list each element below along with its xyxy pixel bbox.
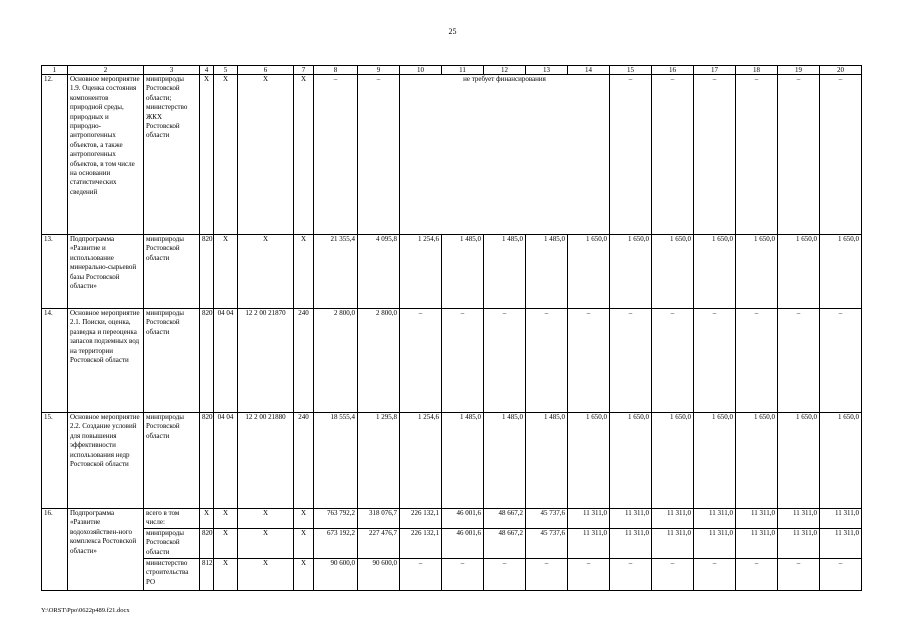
- row-number: 16.: [42, 509, 68, 591]
- table-row: [42, 235, 862, 309]
- table-row: [42, 559, 862, 591]
- year-amount: 11 311,0: [652, 509, 694, 529]
- year-amount: –: [442, 559, 484, 591]
- table-row: [42, 529, 862, 559]
- column-header: 16: [652, 66, 694, 75]
- column-header: 6: [238, 66, 294, 75]
- year-amount: 2 800,0: [358, 309, 400, 413]
- year-amount: 4 095,8: [358, 235, 400, 309]
- year-amount: –: [652, 75, 694, 235]
- year-amount: 11 311,0: [820, 509, 862, 529]
- year-amount: –: [526, 559, 568, 591]
- total-amount: –: [314, 75, 358, 235]
- rz-pr-code: 04 04: [214, 413, 238, 509]
- year-amount: –: [568, 559, 610, 591]
- total-amount: 2 800,0: [314, 309, 358, 413]
- page-number: 25: [448, 27, 457, 36]
- year-amount: 1 650,0: [652, 413, 694, 509]
- executor: всего в том числе:: [144, 509, 200, 529]
- year-amount: 1 485,0: [484, 413, 526, 509]
- year-amount: –: [400, 309, 442, 413]
- total-amount: 21 355,4: [314, 235, 358, 309]
- year-amount: –: [736, 75, 778, 235]
- program-name: Подпрограмма «Развитие водохозяйствен-ного комплекса Ростовской области»: [68, 509, 144, 591]
- column-header: 7: [294, 66, 314, 75]
- executor: минприроды Ростовской области: [144, 529, 200, 559]
- column-header: 12: [484, 66, 526, 75]
- year-amount: 1 650,0: [778, 235, 820, 309]
- grbs-code: X: [200, 509, 214, 529]
- executor: минприроды Ростовской области: [144, 413, 200, 509]
- total-amount: 90 600,0: [314, 559, 358, 591]
- year-amount: –: [820, 559, 862, 591]
- year-amount: 1 650,0: [568, 413, 610, 509]
- grbs-code: 820: [200, 529, 214, 559]
- executor: минприроды Ростовской области; министерство ЖКХ Ростовской области: [144, 75, 200, 235]
- year-amount: –: [778, 559, 820, 591]
- rz-pr-code: X: [214, 529, 238, 559]
- column-header: 10: [400, 66, 442, 75]
- csr-code: 12 2 00 21870: [238, 309, 294, 413]
- grbs-code: 820: [200, 309, 214, 413]
- grbs-code: X: [200, 75, 214, 235]
- year-amount: 318 076,7: [358, 509, 400, 529]
- executor: минприроды Ростовской области: [144, 309, 200, 413]
- year-amount: 1 254,6: [400, 413, 442, 509]
- column-header: 5: [214, 66, 238, 75]
- year-amount: 1 650,0: [610, 235, 652, 309]
- year-amount: –: [610, 75, 652, 235]
- program-name: Основное мероприятие 2.1. Поиски, оценка, разведка и переоценка запасов подземных вод на территории Ростовской области: [68, 309, 144, 413]
- year-amount: 1 650,0: [652, 235, 694, 309]
- year-amount: –: [610, 309, 652, 413]
- year-amount: –: [652, 559, 694, 591]
- column-number-row: [42, 66, 862, 75]
- grbs-code: 820: [200, 413, 214, 509]
- year-amount: –: [736, 309, 778, 413]
- year-amount: 1 485,0: [526, 235, 568, 309]
- executor: министерство строительства РО: [144, 559, 200, 591]
- row-number: 14.: [42, 309, 68, 413]
- csr-code: X: [238, 75, 294, 235]
- table-row: [42, 413, 862, 509]
- csr-code: 12 2 00 21880: [238, 413, 294, 509]
- year-amount: 45 737,6: [526, 509, 568, 529]
- program-name: Основное мероприятие 1.9. Оценка состояния компонентов природной среды, природных и природно-антропогенных объектов, а также антропогенных объектов, в том числе на основании статистических сведений: [68, 75, 144, 235]
- year-amount: –: [358, 75, 400, 235]
- vr-code: X: [294, 235, 314, 309]
- column-header: 2: [68, 66, 144, 75]
- column-header: 8: [314, 66, 358, 75]
- year-amount: 11 311,0: [568, 509, 610, 529]
- year-amount: –: [484, 309, 526, 413]
- year-amount: –: [694, 75, 736, 235]
- table-row: [42, 309, 862, 413]
- rz-pr-code: X: [214, 509, 238, 529]
- year-amount: 46 001,6: [442, 509, 484, 529]
- year-amount: 226 132,1: [400, 529, 442, 559]
- year-amount: –: [820, 75, 862, 235]
- csr-code: X: [238, 559, 294, 591]
- year-amount: 1 650,0: [820, 235, 862, 309]
- column-header: 1: [42, 66, 68, 75]
- column-header: 11: [442, 66, 484, 75]
- column-header: 3: [144, 66, 200, 75]
- year-amount: 11 311,0: [694, 529, 736, 559]
- year-amount: 1 650,0: [736, 413, 778, 509]
- year-amount: 1 485,0: [484, 235, 526, 309]
- rz-pr-code: 04 04: [214, 309, 238, 413]
- year-amount: –: [694, 559, 736, 591]
- column-header: 15: [610, 66, 652, 75]
- year-amount: 11 311,0: [778, 529, 820, 559]
- vr-code: X: [294, 559, 314, 591]
- total-amount: 673 192,2: [314, 529, 358, 559]
- year-amount: 11 311,0: [652, 529, 694, 559]
- budget-table: [41, 65, 862, 591]
- year-amount: –: [568, 309, 610, 413]
- rz-pr-code: X: [214, 559, 238, 591]
- year-amount: –: [778, 309, 820, 413]
- year-amount: 48 667,2: [484, 509, 526, 529]
- column-header: 19: [778, 66, 820, 75]
- year-amount: 1 485,0: [442, 235, 484, 309]
- grbs-code: 820: [200, 235, 214, 309]
- year-amount: –: [778, 75, 820, 235]
- year-amount: 1 650,0: [610, 413, 652, 509]
- column-header: 18: [736, 66, 778, 75]
- csr-code: X: [238, 509, 294, 529]
- year-amount: 1 295,8: [358, 413, 400, 509]
- year-amount: 11 311,0: [694, 509, 736, 529]
- column-header: 14: [568, 66, 610, 75]
- year-amount: 1 650,0: [736, 235, 778, 309]
- rz-pr-code: X: [214, 235, 238, 309]
- year-amount: –: [526, 309, 568, 413]
- year-amount: 227 476,7: [358, 529, 400, 559]
- year-amount: 11 311,0: [610, 509, 652, 529]
- rz-pr-code: X: [214, 75, 238, 235]
- year-amount: 11 311,0: [736, 509, 778, 529]
- vr-code: X: [294, 75, 314, 235]
- row-number: 12.: [42, 75, 68, 235]
- year-amount: –: [442, 309, 484, 413]
- total-amount: 763 792,2: [314, 509, 358, 529]
- year-amount: 11 311,0: [820, 529, 862, 559]
- year-amount: 11 311,0: [736, 529, 778, 559]
- year-amount: 1 650,0: [778, 413, 820, 509]
- year-amount: 1 254,6: [400, 235, 442, 309]
- year-amount: 1 650,0: [820, 413, 862, 509]
- year-amount: 90 600,0: [358, 559, 400, 591]
- year-amount: 46 001,6: [442, 529, 484, 559]
- program-name: Подпрограмма «Развитие и использование минерально-сырьевой базы Ростовской области»: [68, 235, 144, 309]
- year-amount: 45 737,6: [526, 529, 568, 559]
- column-header: 4: [200, 66, 214, 75]
- year-amount: –: [820, 309, 862, 413]
- vr-code: 240: [294, 309, 314, 413]
- year-amount: 48 667,2: [484, 529, 526, 559]
- year-amount: 1 485,0: [442, 413, 484, 509]
- row-number: 13.: [42, 235, 68, 309]
- year-amount: –: [652, 309, 694, 413]
- executor: минприроды Ростовской области: [144, 235, 200, 309]
- year-amount: 11 311,0: [778, 509, 820, 529]
- year-amount: 1 650,0: [694, 235, 736, 309]
- year-amount: –: [400, 559, 442, 591]
- year-amount: –: [736, 559, 778, 591]
- column-header: 13: [526, 66, 568, 75]
- column-header: 17: [694, 66, 736, 75]
- table-row: [42, 509, 862, 529]
- year-amount: –: [694, 309, 736, 413]
- column-header: 20: [820, 66, 862, 75]
- year-amount: 1 650,0: [694, 413, 736, 509]
- year-amount: –: [610, 559, 652, 591]
- grbs-code: 812: [200, 559, 214, 591]
- year-amount: 1 650,0: [568, 235, 610, 309]
- row-number: 15.: [42, 413, 68, 509]
- year-amount: 11 311,0: [568, 529, 610, 559]
- year-amount: –: [484, 559, 526, 591]
- vr-code: 240: [294, 413, 314, 509]
- csr-code: X: [238, 235, 294, 309]
- csr-code: X: [238, 529, 294, 559]
- table-row: [42, 75, 862, 235]
- total-amount: 18 555,4: [314, 413, 358, 509]
- funding-note: не требует финансирования: [400, 75, 610, 235]
- column-header: 9: [358, 66, 400, 75]
- year-amount: 1 485,0: [526, 413, 568, 509]
- vr-code: X: [294, 509, 314, 529]
- year-amount: 11 311,0: [610, 529, 652, 559]
- program-name: Основное мероприятие 2.2. Создание условий для повышения эффективности использования недр Ростовской области: [68, 413, 144, 509]
- file-path-footer: Y:\ORST\Ppo\0622p489.f21.docx: [41, 607, 130, 614]
- vr-code: X: [294, 529, 314, 559]
- year-amount: 226 132,1: [400, 509, 442, 529]
